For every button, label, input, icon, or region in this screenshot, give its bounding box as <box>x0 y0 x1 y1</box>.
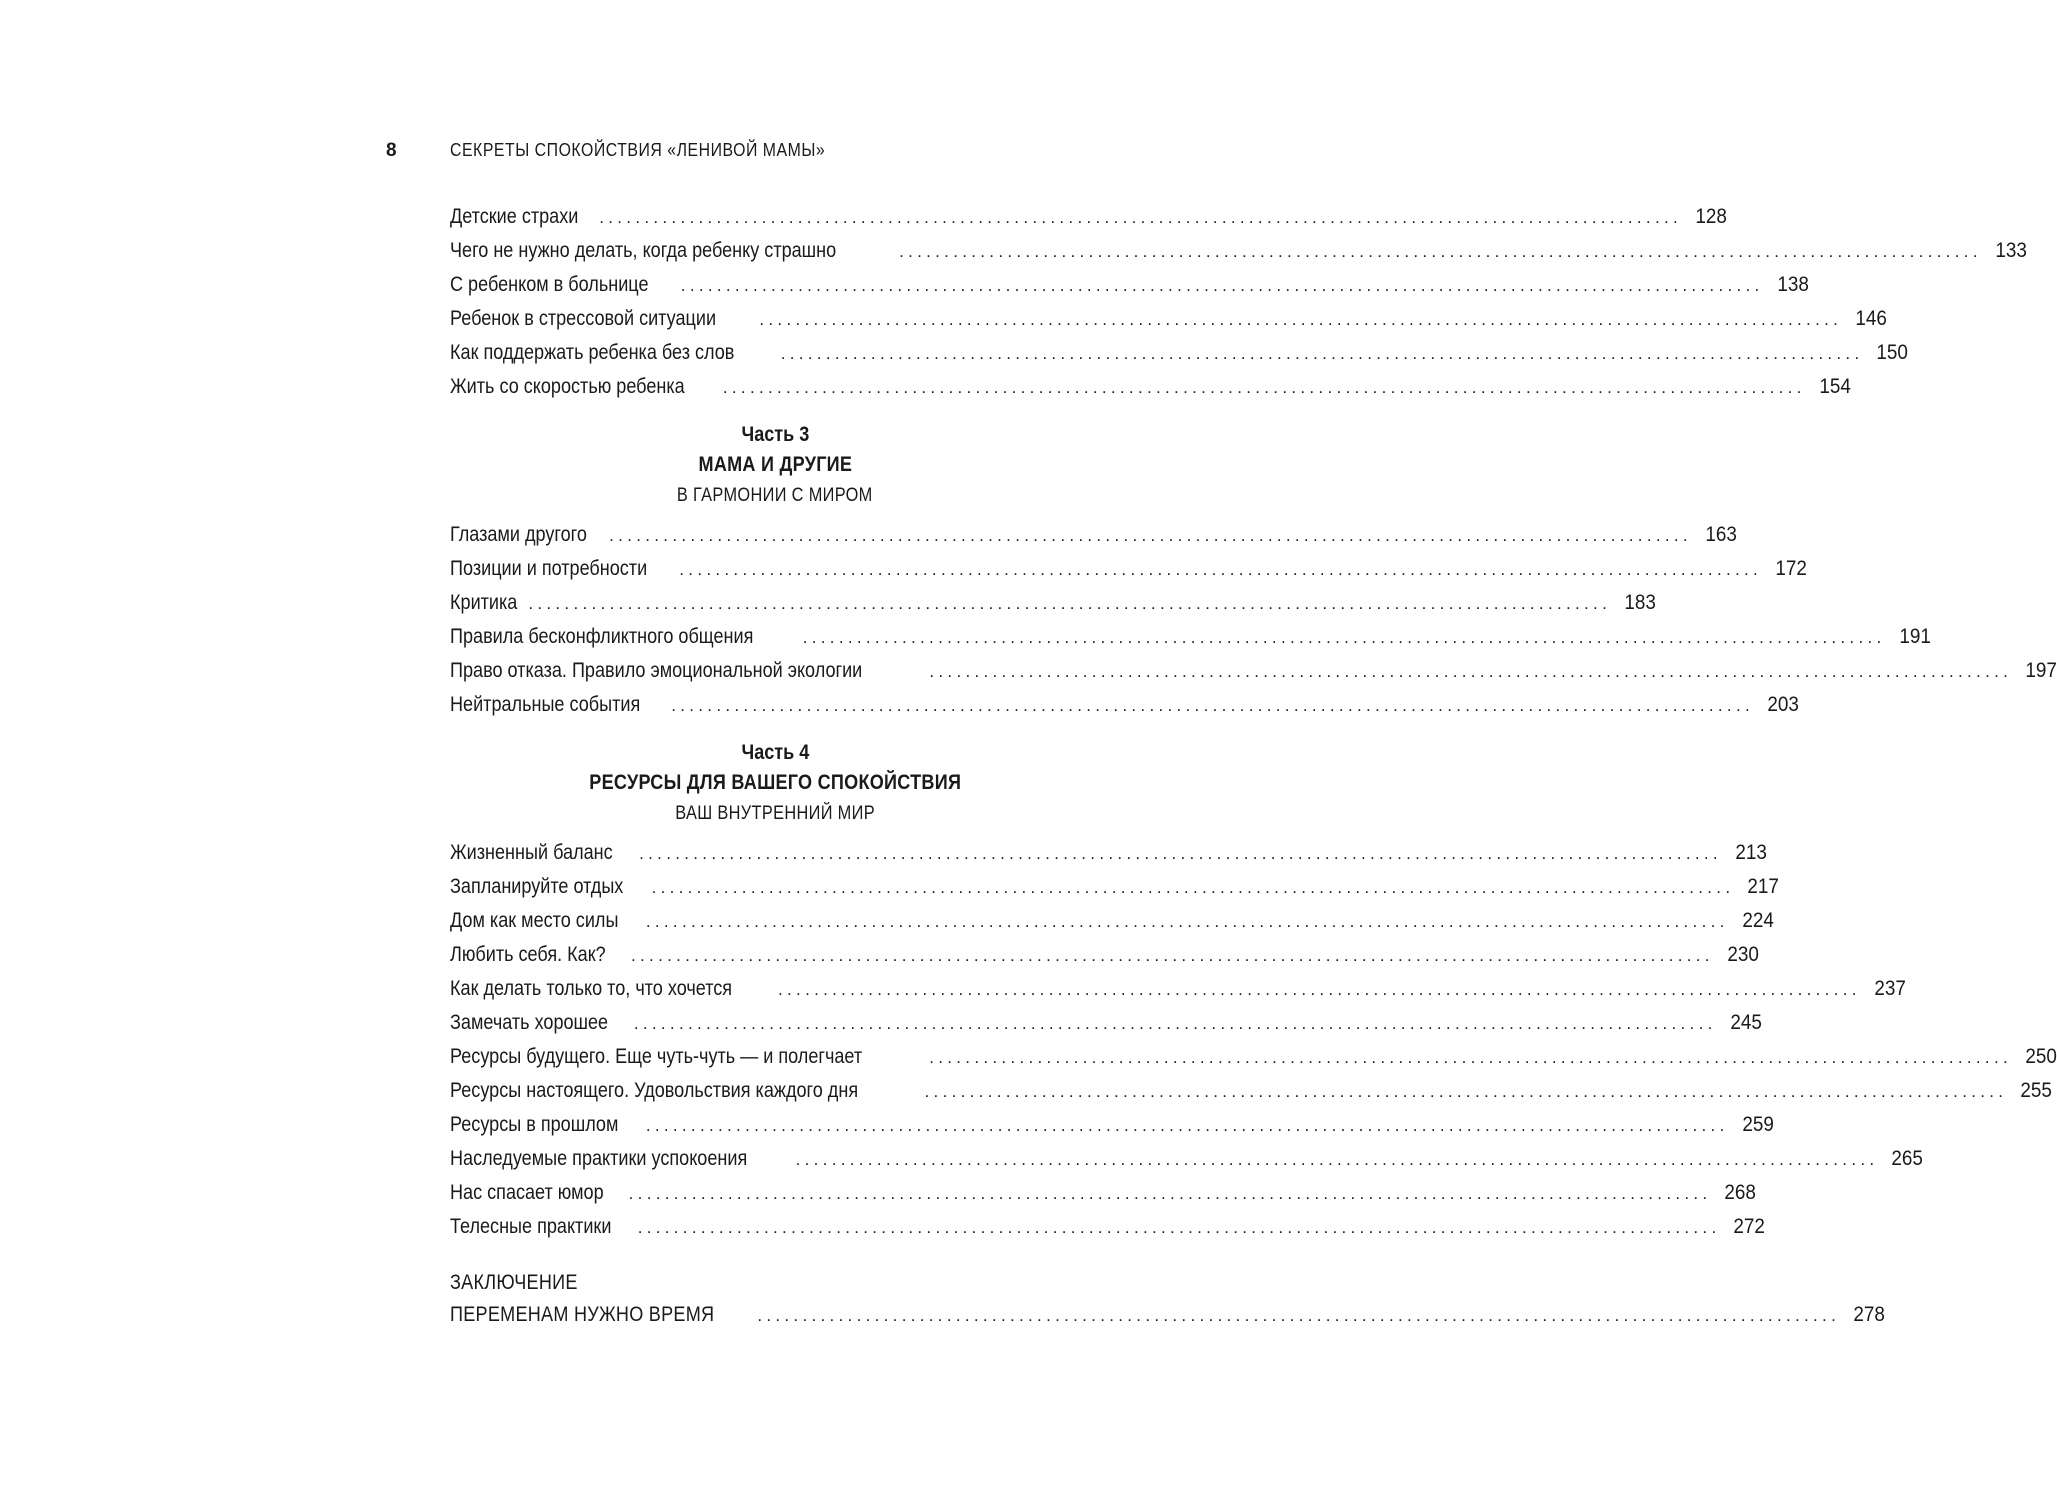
toc-entry[interactable] <box>450 938 1759 972</box>
toc-entry[interactable] <box>450 302 1888 336</box>
toc-entry[interactable] <box>450 836 1767 870</box>
toc-entry-page: 250 <box>2025 1045 2057 1068</box>
dot-leader: ........................................................................................................................ <box>899 242 1982 261</box>
toc-entry[interactable] <box>450 1176 1757 1210</box>
part4-title: РЕСУРСЫ ДЛЯ ВАШЕГО СПОКОЙСТВИЯ <box>589 771 961 794</box>
toc-entry[interactable] <box>450 972 1906 1006</box>
toc-entry[interactable] <box>450 1108 1774 1142</box>
toc-entry[interactable] <box>450 904 1774 938</box>
dot-leader: ........................................................................................................................ <box>651 878 1735 897</box>
toc-entry-page: 245 <box>1730 1011 1762 1034</box>
table-of-contents <box>450 200 2057 1332</box>
part3-label: Часть 3 <box>741 423 809 446</box>
toc-entry[interactable] <box>450 1006 1762 1040</box>
dot-leader: ........................................................................................................................ <box>637 1218 1721 1237</box>
toc-entry-title: Ребенок в стрессовой ситуации <box>450 307 717 330</box>
toc-entry-page: 213 <box>1735 841 1767 864</box>
dot-leader: ........................................................................................................................ <box>778 980 1861 999</box>
toc-entry[interactable] <box>450 586 1657 620</box>
toc-entry-title: Телесные практики <box>450 1215 612 1238</box>
toc-entry[interactable] <box>450 234 2027 268</box>
conclusion-label: ЗАКЛЮЧЕНИЕ <box>450 1271 578 1294</box>
toc-entry[interactable] <box>450 336 1909 370</box>
toc-entry-title: Дом как место силы <box>450 909 619 932</box>
dot-leader: ........................................................................................................................ <box>929 1048 2012 1067</box>
toc-entry-page: 146 <box>1855 307 1888 330</box>
dot-leader: ........................................................................................................................ <box>528 594 1612 613</box>
toc-entry[interactable] <box>450 518 1737 552</box>
toc-entry[interactable] <box>450 552 1808 586</box>
toc-entry[interactable] <box>450 620 1931 654</box>
dot-leader: ........................................................................................................................ <box>645 1116 1729 1135</box>
toc-entry[interactable] <box>450 1074 2053 1108</box>
toc-entry-page: 278 <box>1853 1303 1886 1326</box>
dot-leader: ........................................................................................................................ <box>759 310 1843 329</box>
toc-entry-page: 265 <box>1891 1147 1924 1170</box>
dot-leader: ........................................................................................................................ <box>924 1082 2008 1101</box>
toc-entry-title: Как делать только то, что хочется <box>450 977 733 1000</box>
toc-entry-title: Наследуемые практики успокоения <box>450 1147 748 1170</box>
toc-entry-title: Чего не нужно делать, когда ребенку страшно <box>450 239 837 262</box>
toc-entry-page: 191 <box>1898 625 1931 648</box>
toc-entry-title: Глазами другого <box>450 523 587 546</box>
dot-leader: ........................................................................................................................ <box>631 946 1714 965</box>
toc-entry[interactable] <box>450 200 1727 234</box>
toc-entry-title: ПЕРЕМЕНАМ НУЖНО ВРЕМЯ <box>450 1303 715 1326</box>
part4-label: Часть 4 <box>741 741 809 764</box>
part4-subtitle: ВАШ ВНУТРЕННИЙ МИР <box>675 803 875 824</box>
toc-entry-page: 237 <box>1874 977 1906 1000</box>
toc-entry-title: Правила бесконфликтного общения <box>450 625 754 648</box>
toc-entry-title: Детские страхи <box>450 205 579 228</box>
toc-entry-title: Критика <box>450 591 518 614</box>
toc-entry-title: Замечать хорошее <box>450 1011 609 1034</box>
toc-section-part4 <box>450 836 2057 1244</box>
dot-leader: ........................................................................................................................ <box>599 208 1683 227</box>
dot-leader: ........................................................................................................................ <box>633 1014 1717 1033</box>
dot-leader: ........................................................................................................................ <box>680 276 1764 295</box>
toc-entry-page: 154 <box>1819 375 1851 398</box>
dot-leader: ........................................................................................................................ <box>645 912 1729 931</box>
toc-entry[interactable] <box>450 1298 1886 1332</box>
toc-entry-page: 259 <box>1741 1113 1774 1136</box>
toc-entry[interactable] <box>450 870 1780 904</box>
toc-entry-page: 230 <box>1727 943 1759 966</box>
toc-entry-title: Как поддержать ребенка без слов <box>450 341 735 364</box>
dot-leader: ........................................................................................................................ <box>722 378 1806 397</box>
toc-entry-title: Позиции и потребности <box>450 557 648 580</box>
toc-entry-page: 203 <box>1767 693 1799 716</box>
toc-section-part3 <box>450 518 2057 722</box>
toc-entry-page: 163 <box>1705 523 1737 546</box>
part3-title: МАМА И ДРУГИЕ <box>698 453 852 476</box>
toc-entry-title: Ресурсы в прошлом <box>450 1113 619 1136</box>
toc-section-part2-tail <box>450 200 2027 404</box>
part3-heading <box>450 420 1100 514</box>
dot-leader: ........................................................................................................................ <box>929 662 2013 681</box>
toc-entry-page: 268 <box>1724 1181 1757 1204</box>
toc-entry-page: 272 <box>1733 1215 1766 1238</box>
toc-entry-page: 183 <box>1624 591 1657 614</box>
part3-subtitle: В ГАРМОНИИ С МИРОМ <box>677 485 873 506</box>
page-number: 8 <box>386 140 397 161</box>
part4-heading <box>450 738 1100 832</box>
toc-entry[interactable] <box>450 1142 1924 1176</box>
dot-leader: ........................................................................................................................ <box>757 1306 1841 1325</box>
toc-entry-title: Жизненный баланс <box>450 841 613 864</box>
dot-leader: ........................................................................................................................ <box>609 526 1692 545</box>
toc-entry-title: Ресурсы будущего. Еще чуть-чуть — и полегчает <box>450 1045 863 1068</box>
toc-entry-page: 138 <box>1776 273 1809 296</box>
toc-entry-page: 128 <box>1695 205 1727 228</box>
toc-entry-page: 255 <box>2020 1079 2053 1102</box>
dot-leader: ........................................................................................................................ <box>795 1150 1879 1169</box>
toc-entry-page: 217 <box>1747 875 1780 898</box>
toc-entry-page: 224 <box>1742 909 1774 932</box>
running-title: СЕКРЕТЫ СПОКОЙСТВИЯ «ЛЕНИВОЙ МАМЫ» <box>450 140 826 160</box>
toc-entry[interactable] <box>450 688 1799 722</box>
toc-entry-title: Право отказа. Правило эмоциональной экологии <box>450 659 863 682</box>
dot-leader: ........................................................................................................................ <box>802 628 1886 647</box>
conclusion-section <box>450 1268 1886 1332</box>
toc-entry-title: Ресурсы настоящего. Удовольствия каждого дня <box>450 1079 859 1102</box>
toc-entry-page: 197 <box>2025 659 2057 682</box>
toc-entry[interactable] <box>450 370 1851 404</box>
toc-entry-page: 150 <box>1876 341 1909 364</box>
toc-entry[interactable] <box>450 654 2057 688</box>
dot-leader: ........................................................................................................................ <box>679 560 1763 579</box>
toc-entry[interactable] <box>450 1210 1766 1244</box>
toc-entry[interactable] <box>450 1040 2057 1074</box>
toc-entry-title: Нас спасает юмор <box>450 1181 604 1204</box>
toc-entry[interactable] <box>450 268 1809 302</box>
toc-entry-title: Жить со скоростью ребенка <box>450 375 685 398</box>
dot-leader: ........................................................................................................................ <box>671 696 1754 715</box>
dot-leader: ........................................................................................................................ <box>639 844 1722 863</box>
toc-entry-title: Любить себя. Как? <box>450 943 606 966</box>
toc-entry-page: 172 <box>1775 557 1808 580</box>
toc-entry-title: Нейтральные события <box>450 693 641 716</box>
running-head <box>386 140 1106 164</box>
dot-leader: ........................................................................................................................ <box>780 344 1864 363</box>
toc-entry-page: 133 <box>1995 239 2027 262</box>
toc-entry-title: Запланируйте отдых <box>450 875 624 898</box>
toc-entry-title: С ребенком в больнице <box>450 273 649 296</box>
dot-leader: ........................................................................................................................ <box>628 1184 1712 1203</box>
